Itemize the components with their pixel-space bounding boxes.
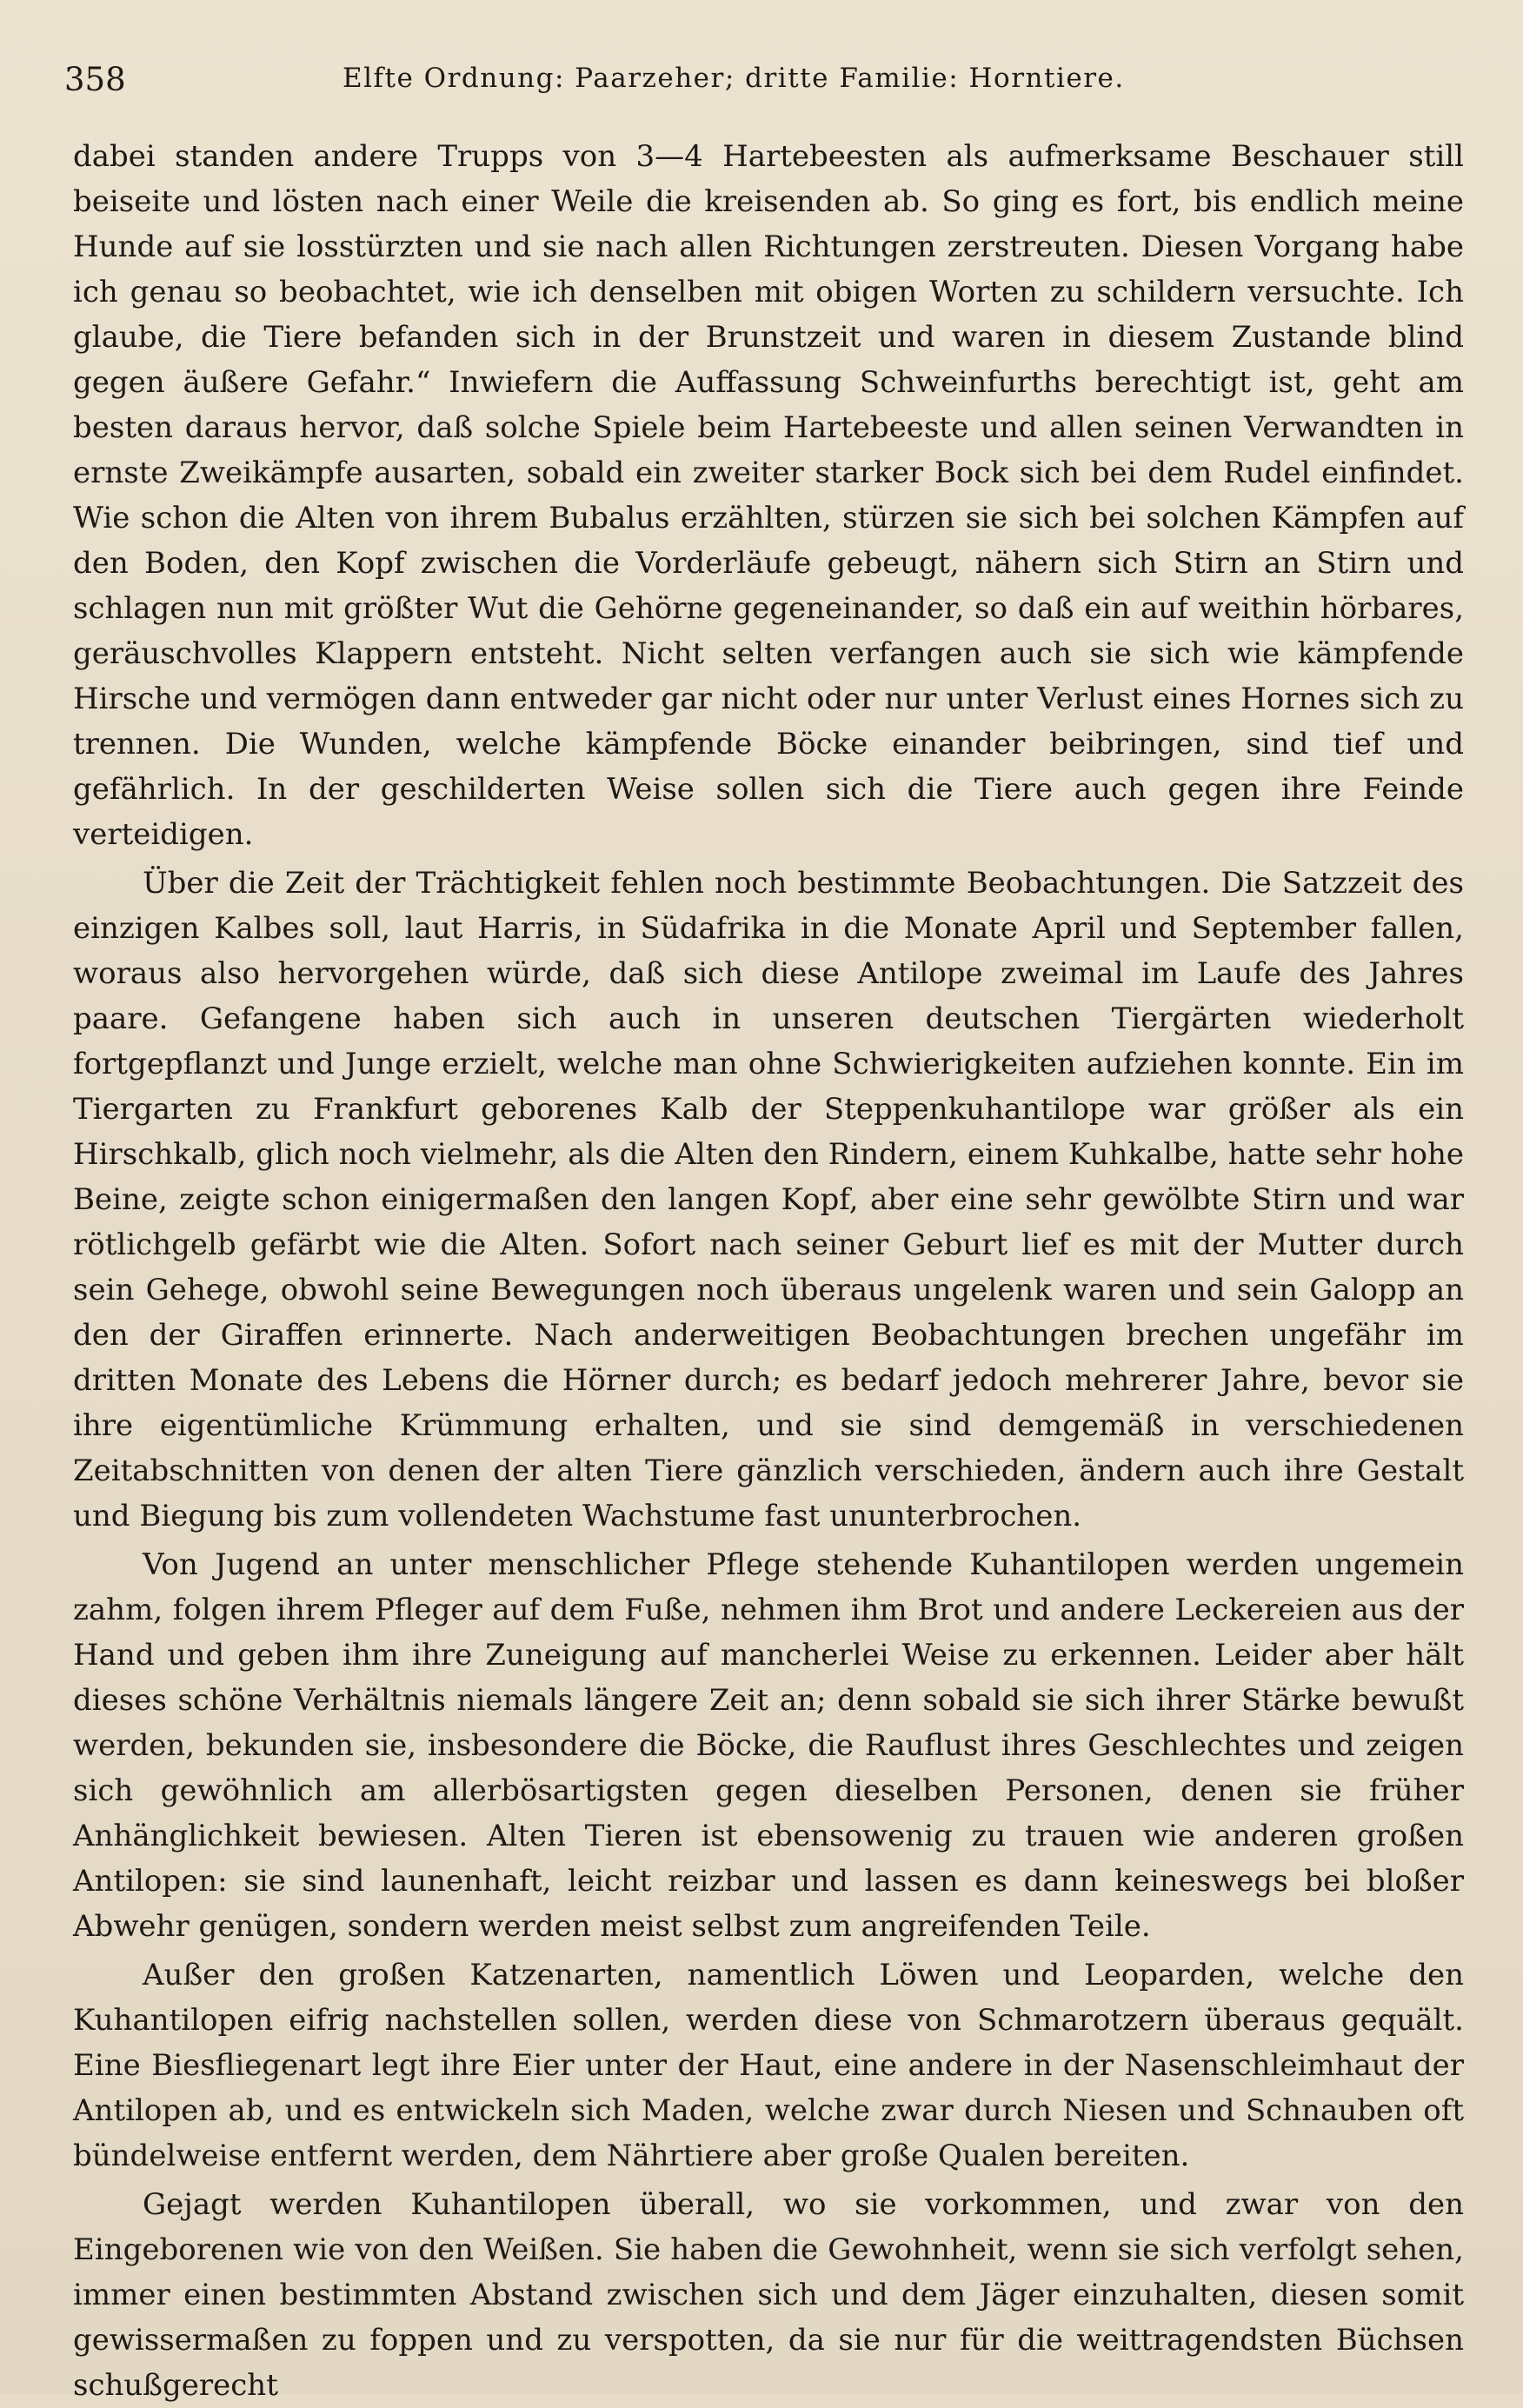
- paragraph: Gejagt werden Kuhantilopen überall, wo sie vorkommen, und zwar von den Eingeborenen wie von den Weißen. Sie haben die Gewohnheit, wenn sie sich verfolgt sehen, immer einen bestimmten Abstand zwischen sich und dem Jäger einzuhalten, diesen somit gewissermaßen zu foppen und zu verspotten, da sie nur für die weittragendsten Büchsen schußgerecht: [73, 2187, 1464, 2403]
- page-number: 358: [64, 61, 126, 98]
- paragraph: Außer den großen Katzenarten, namentlich Löwen und Leoparden, welche den Kuhantilopen eifrig nachstellen sollen, werden diese von Schmarotzern überaus gequält. Eine Biesfliegenart legt ihre Eier unter der Haut, eine andere in der Nasenschleimhaut der Antilopen ab, und es entwickeln sich Maden, welche zwar durch Niesen und Schnauben oft bündelweise entfernt werden, dem Nährtiere aber große Qualen bereiten.: [73, 1958, 1464, 2173]
- paragraph: dabei standen andere Trupps von 3—4 Hartebeesten als aufmerksame Beschauer still beiseite und lösten nach einer Weile die kreisenden ab. So ging es fort, bis endlich meine Hunde auf sie losstürzten und sie nach allen Richtungen zerstreuten. Diesen Vorgang habe ich genau so beobachtet, wie ich denselben mit obigen Worten zu schildern versuchte. Ich glaube, die Tiere befanden sich in der Brunstzeit und waren in diesem Zustande blind gegen äußere Gefahr.“ Inwiefern die Auffassung Schweinfurths berechtigt ist, geht am besten daraus hervor, daß solche Spiele beim Hartebeeste und allen seinen Verwandten in ernste Zweikämpfe ausarten, sobald ein zweiter starker Bock sich bei dem Rudel einfindet. Wie schon die Alten von ihrem Bubalus erzählten, stürzen sie sich bei solchen Kämpfen auf den Boden, den Kopf zwischen die Vorderläufe gebeugt, nähern sich Stirn an Stirn und schlagen nun mit größter Wut die Gehörne gegeneinander, so daß ein auf weithin hörbares, geräuschvolles Klappern entsteht. Nicht selten verfangen auch sie sich wie kämpfende Hirsche und vermögen dann entweder gar nicht oder nur unter Verlust eines Hornes sich zu trennen. Die Wunden, welche kämpfende Böcke einander beibringen, sind tief und gefährlich. In der geschilderten Weise sollen sich die Tiere auch gegen ihre Feinde verteidigen.: [73, 139, 1464, 852]
- running-title: Elfte Ordnung: Paarzeher; dritte Familie: Horntiere.: [343, 63, 1125, 94]
- paragraph: Von Jugend an unter menschlicher Pflege stehende Kuhantilopen werden ungemein zahm, folgen ihrem Pfleger auf dem Fuße, nehmen ihm Brot und andere Leckereien aus der Hand und geben ihm ihre Zuneigung auf mancherlei Weise zu erkennen. Leider aber hält dieses schöne Verhältnis niemals längere Zeit an; denn sobald sie sich ihrer Stärke bewußt werden, bekunden sie, insbesondere die Böcke, die Rauflust ihres Geschlechtes und zeigen sich gewöhnlich am allerbösartigsten gegen dieselben Personen, denen sie früher Anhänglichkeit bewiesen. Alten Tieren ist ebensowenig zu trauen wie anderen großen Antilopen: sie sind launenhaft, leicht reizbar und lassen es dann keineswegs bei bloßer Abwehr genügen, sondern werden meist selbst zum angreifenden Teile.: [73, 1547, 1464, 1944]
- body-text: [73, 134, 1464, 2408]
- page-header: [64, 57, 1459, 103]
- paragraph: Über die Zeit der Trächtigkeit fehlen noch bestimmte Beobachtungen. Die Satzzeit des einzigen Kalbes soll, laut Harris, in Südafrika in die Monate April und September fallen, woraus also hervorgehen würde, daß sich diese Antilope zweimal im Laufe des Jahres paare. Gefangene haben sich auch in unseren deutschen Tiergärten wiederholt fortgepflanzt und Junge erzielt, welche man ohne Schwierigkeiten aufziehen konnte. Ein im Tiergarten zu Frankfurt geborenes Kalb der Steppenkuhantilope war größer als ein Hirschkalb, glich noch vielmehr, als die Alten den Rindern, einem Kuhkalbe, hatte sehr hohe Beine, zeigte schon einigermaßen den langen Kopf, aber eine sehr gewölbte Stirn und war rötlichgelb gefärbt wie die Alten. Sofort nach seiner Geburt lief es mit der Mutter durch sein Gehege, obwohl seine Bewegungen noch überaus ungelenk waren und sein Galopp an den der Giraffen erinnerte. Nach anderweitigen Beobachtungen brechen ungefähr im dritten Monate des Lebens die Hörner durch; es bedarf jedoch mehrerer Jahre, bevor sie ihre eigentümliche Krümmung erhalten, und sie sind demgemäß in verschiedenen Zeitabschnitten von denen der alten Tiere gänzlich verschieden, ändern auch ihre Gestalt und Biegung bis zum vollendeten Wachstume fast ununterbrochen.: [73, 866, 1464, 1533]
